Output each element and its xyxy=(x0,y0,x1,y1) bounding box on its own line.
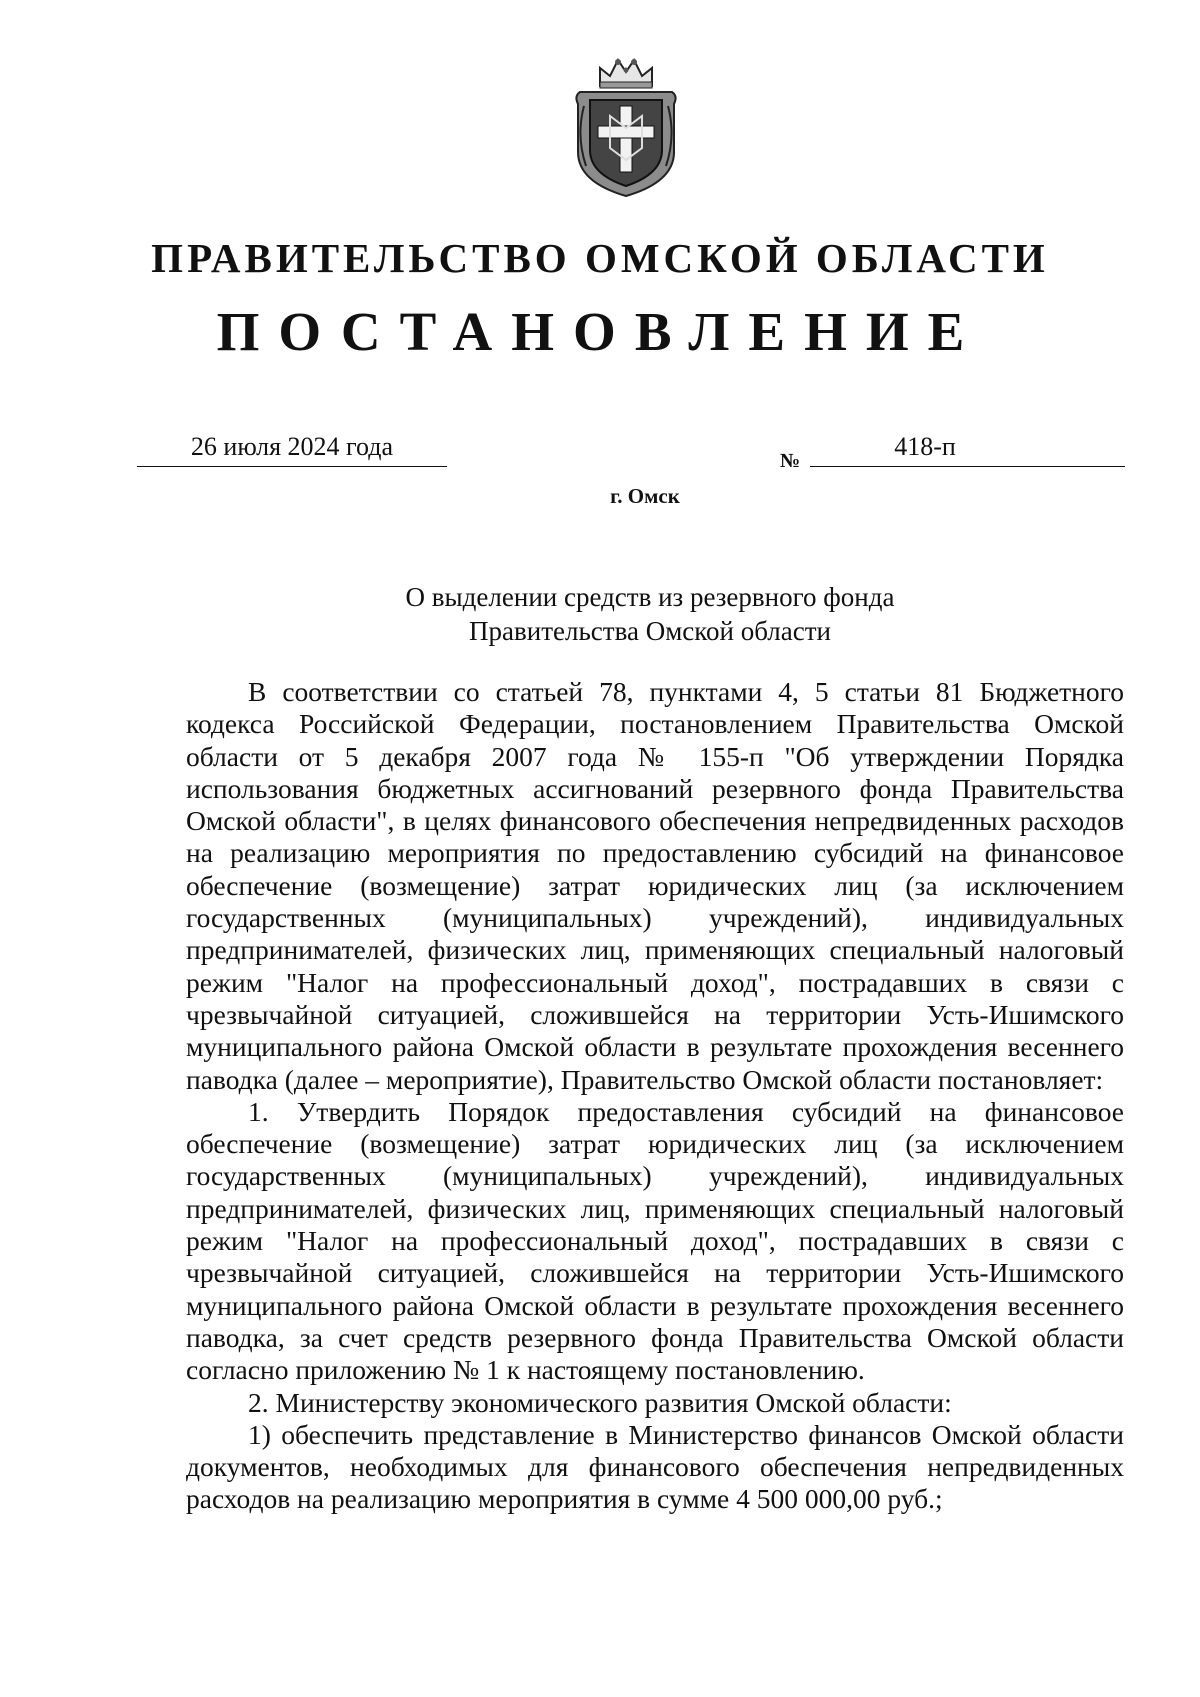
number-underline xyxy=(810,466,1125,467)
date-underline xyxy=(137,466,447,467)
subject-line-2: Правительства Омской области xyxy=(469,616,831,646)
document-number: 418-п xyxy=(894,432,956,461)
document-body xyxy=(186,676,1124,1516)
item-2-1-paragraph: 1) обеспечить представление в Министерство финансов Омской области документов, необходимых для финансового обеспечения непредвиденных расходов на реализацию мероприятия в сумме 4 500 000,00 руб.; xyxy=(186,1418,1124,1515)
document-date: 26 июля 2024 года xyxy=(190,432,394,461)
subject-line-1: О выделении средств из резервного фонда xyxy=(405,582,895,612)
item-2-paragraph: 2. Министерству экономического развития Омской области: xyxy=(248,1386,952,1418)
preamble-paragraph: В соответствии со статьей 78, пунктами 4, 5 статьи 81 Бюджетного кодекса Российской Федерации, постановлением Правительства Омской области от 5 декабря 2007 года № 155-п "Об утверждении Порядка использования бюджетных ассигнований резервного фонда Правительства Омской области", в целях финансового обеспечения непредвиденных расходов на реализацию мероприятия по предоставлению субсидий на финансовое обеспечение (возмещение) затрат юридических лиц (за исключением государственных (муниципальных) учреждений), индивидуальных предпринимателей, физических лиц, применяющих специальный налоговый режим "Налог на профессиональный доход", пострадавших в связи с чрезвычайной ситуацией, сложившейся на территории Усть-Ишимского муниципального района Омской области в результате прохождения весеннего паводка (далее – мероприятие), Правительство Омской области постановляет: xyxy=(186,676,1124,1095)
organization-title: ПРАВИТЕЛЬСТВО ОМСКОЙ ОБЛАСТИ xyxy=(151,235,1049,281)
item-1-paragraph: 1. Утвердить Порядок предоставления субсидий на финансовое обеспечение (возмещение) затрат юридических лиц (за исключением государственных (муниципальных) учреждений), индивидуальных предпринимателей, физических лиц, применяющих специальный налоговый режим "Налог на профессиональный доход", пострадавших в связи с чрезвычайной ситуацией, сложившейся на территории Усть-Ишимского муниципального района Омской области в результате прохождения весеннего паводка, за счет средств резервного фонда Правительства Омской области согласно приложению № 1 к настоящему постановлению. xyxy=(186,1095,1124,1386)
document-type-title: ПОСТАНОВЛЕНИЕ xyxy=(216,301,984,362)
city-label: г. Омск xyxy=(610,484,680,508)
number-label: № xyxy=(780,450,801,472)
document-subject xyxy=(0,580,1200,648)
omsk-coat-of-arms-emblem xyxy=(570,56,682,198)
